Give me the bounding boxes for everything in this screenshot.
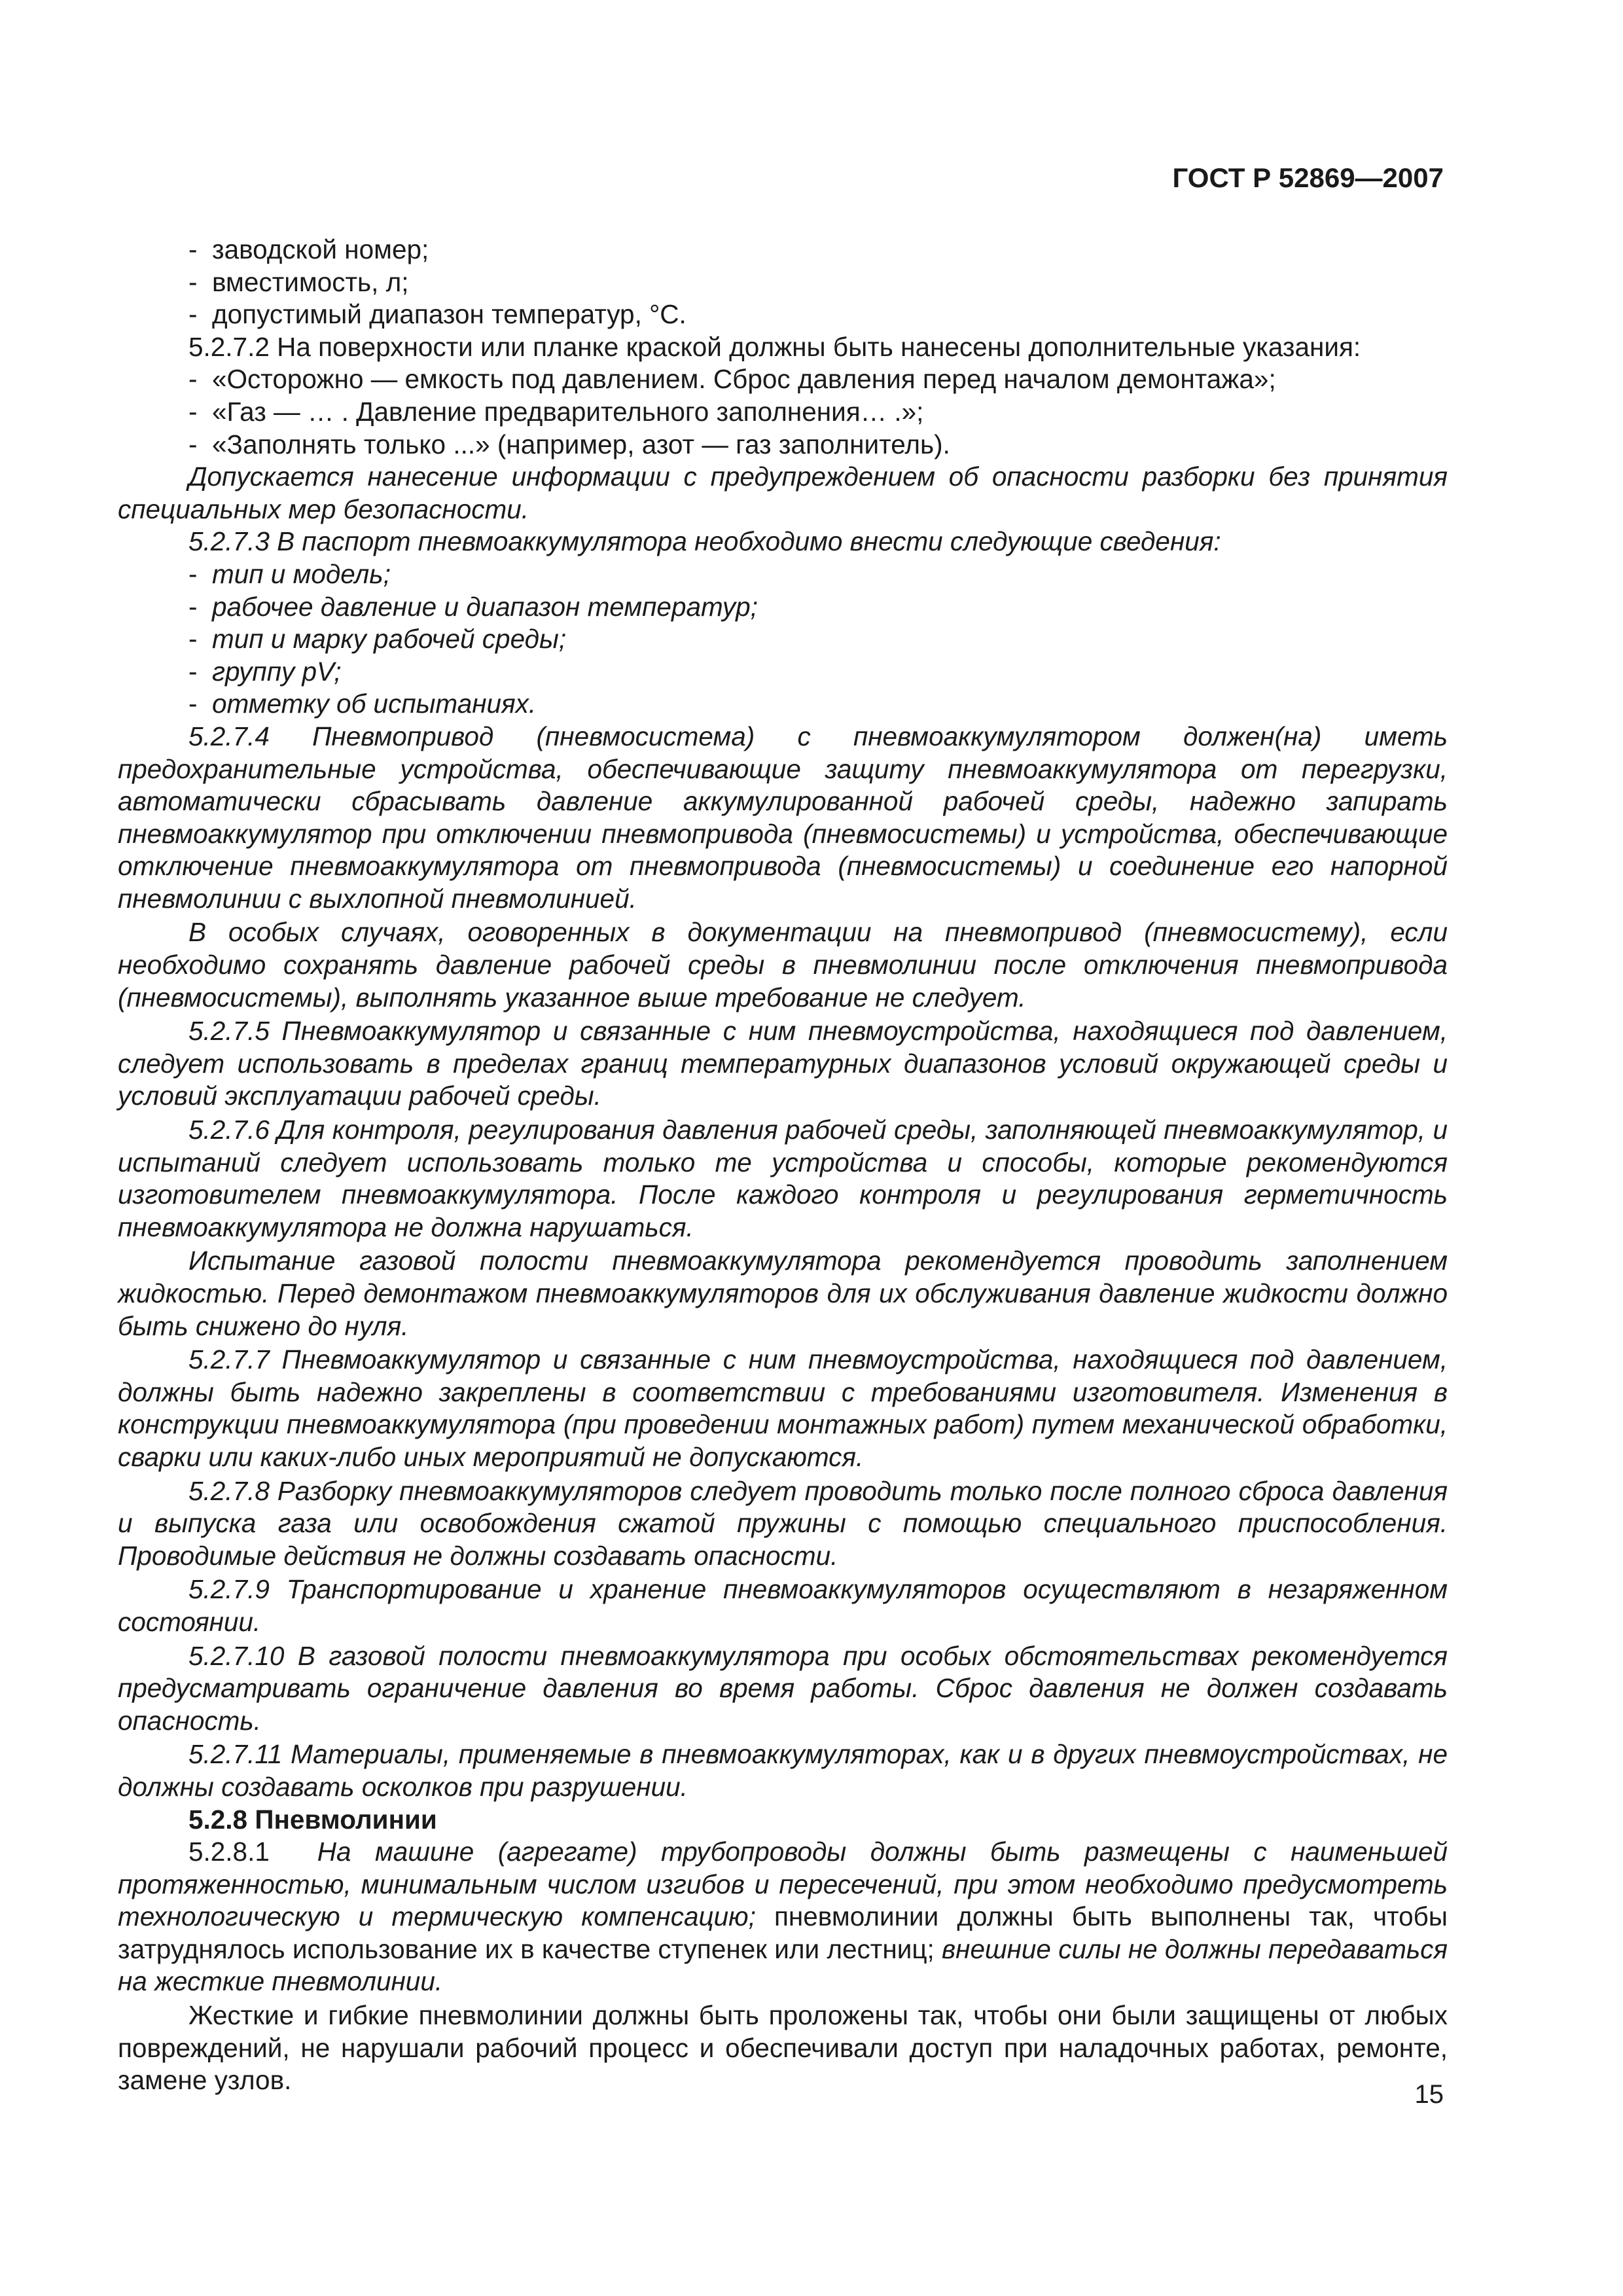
section-heading-5-2-8: 5.2.8 Пневмолинии	[188, 1804, 437, 1835]
paragraph-note-disassembly: Допускается нанесение информации с предупреждением об опасности разборки без принятия специальных мер безопасности.	[118, 461, 1448, 524]
paragraph-5-2-7-5: 5.2.7.5 Пневмоаккумулятор и связанные с ним пневмоустройства, находящиеся под давлением, следует использовать в пределах границ температурных диапазонов условий окружающей среды и условий эксплуатации рабочей среды.	[118, 1016, 1448, 1111]
list-item: - «Осторожно — емкость под давлением. Сброс давления перед началом демонтажа»;	[188, 364, 1276, 395]
list-item: - рабочее давление и диапазон температур;	[188, 591, 758, 622]
list-item: - допустимый диапазон температур, °С.	[188, 299, 687, 330]
paragraph-5-2-7-7: 5.2.7.7 Пневмоаккумулятор и связанные с ним пневмоустройства, находящиеся под давлением, должны быть надежно закреплены в соответствии с требованиями изготовителя. Изменения в конструкции пневмоаккумулятора (при проведении монтажных работ) путем механической обработки, сварки или каких-либо иных мероприятий не допускаются.	[118, 1344, 1448, 1472]
paragraph-5-2-7-8: 5.2.7.8 Разборку пневмоаккумуляторов следует проводить только после полного сброса давления и выпуска газа или освобождения сжатой пружины с помощью специального приспособления. Проводимые действия не должны создавать опасности.	[118, 1475, 1448, 1571]
paragraph-5-2-7-3: 5.2.7.3 В паспорт пневмоаккумулятора необходимо внести следующие сведения:	[188, 526, 1221, 557]
page-body	[118, 234, 1448, 2097]
paragraph-5-2-7-2: 5.2.7.2 На поверхности или планке краской должны быть нанесены дополнительные указания:	[188, 331, 1361, 362]
paragraph-5-2-7-9: 5.2.7.9 Транспортирование и хранение пневмоаккумуляторов осуществляют в незаряженном состоянии.	[118, 1574, 1448, 1637]
list-item: - «Заполнять только ...» (например, азот — газ заполнитель).	[188, 429, 950, 459]
list-item: - отметку об испытаниях.	[188, 689, 537, 719]
paragraph-5-2-7-10: 5.2.7.10 В газовой полости пневмоаккумулятора при особых обстоятельствах рекомендуется предусматривать ограничение давления во время работы. Сброс давления не должен создавать опасность.	[118, 1640, 1448, 1736]
list-item: - тип и модель;	[188, 558, 391, 589]
list-item: - тип и марку рабочей среды;	[188, 624, 567, 655]
list-item: - вместимость, л;	[188, 266, 409, 297]
paragraph-test: Испытание газовой полости пневмоаккумулятора рекомендуется проводить заполнением жидкостью. Перед демонтажом пневмоаккумуляторов для их обслуживания давление жидкости должно быть снижено до нуля.	[118, 1246, 1448, 1341]
paragraph-5-2-8-1: 5.2.8.1 На машине (агрегате) трубопроводы должны быть размещены с наименьшей протяженностью, минимальным числом изгибов и пересечений, при этом необходимо предусмотреть технологическую и термическую компенсацию; пневмолинии должны быть выполнены так, чтобы затруднялось использование их в качестве ступенек или лестниц; внешние силы не должны передаваться на жесткие пневмолинии.	[118, 1837, 1448, 1997]
list-item: - группу pV;	[188, 656, 342, 687]
list-item: - «Газ — … . Давление предварительного заполнения… .»;	[188, 396, 924, 427]
page-number: 15	[1414, 2080, 1444, 2109]
paragraph-5-2-7-6: 5.2.7.6 Для контроля, регулирования давления рабочей среды, заполняющей пневмоаккумулятор, и испытаний следует использовать только те устройства и способы, которые рекомендуются изготовителем пневмоаккумулятора. После каждого контроля и регулирования герметичность пневмоаккумулятора не должна нарушаться.	[118, 1115, 1448, 1242]
list-item: - заводской номер;	[188, 234, 429, 264]
document-header: ГОСТ Р 52869—2007	[1172, 162, 1444, 193]
paragraph-special-cases: В особых случаях, оговоренных в документации на пневмопривод (пневмосистему), если необходимо сохранять давление рабочей среды в пневмолинии после отключения пневмопривода (пневмосистемы), выполнять указанное выше требование не следует.	[118, 917, 1448, 1013]
paragraph-pipelines-routing: Жесткие и гибкие пневмолинии должны быть проложены так, чтобы они были защищены от любых повреждений, не нарушали рабочий процесс и обеспечивали доступ при наладочных работах, ремонте, замене узлов.	[118, 2000, 1448, 2096]
paragraph-5-2-7-11: 5.2.7.11 Материалы, применяемые в пневмоаккумуляторах, как и в других пневмоустройствах, не должны создавать осколков при разрушении.	[118, 1739, 1448, 1802]
paragraph-5-2-7-4: 5.2.7.4 Пневмопривод (пневмосистема) с пневмоаккумулятором должен(на) иметь предохранительные устройства, обеспечивающие защиту пневмоаккумулятора от перегрузки, автоматически сбрасывать давление аккумулированной рабочей среды, надежно запирать пневмоаккумулятор при отключении пневмопривода (пневмосистемы) и устройства, обеспечивающие отключение пневмоаккумулятора от пневмопривода (пневмосистемы) и соединение его напорной пневмолинии с выхлопной пневмолинией.	[118, 721, 1448, 914]
